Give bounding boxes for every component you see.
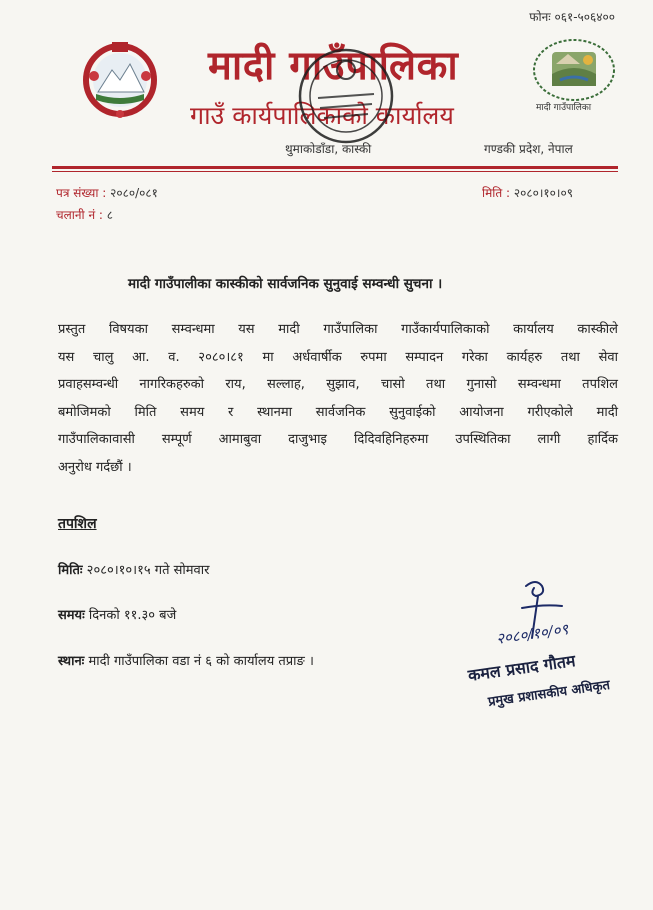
event-time [58,605,176,623]
event-place-label: स्थानः [58,654,85,669]
event-date-value: २०८०।१०।१५ गते सोमवार [82,563,210,578]
event-place [58,651,314,669]
nepal-emblem-icon [78,36,162,120]
dispatch-number [56,206,113,223]
address-left: थुमाकोडाँडा, कास्की [285,142,372,156]
letter-number-label: पत्र संख्या : [56,186,107,200]
letter-date [482,184,573,201]
office-subtitle: गाउँ कार्यपालिकाको कार्यालय [190,101,454,130]
notice-body [58,316,618,482]
body-line: प्रवाहसम्वन्धी नागरिकहरुको राय, सल्लाह, सुझाव, चासो तथा गुनासो सम्वन्धमा तपशिल [58,377,618,393]
dispatch-number-value: ८ [106,208,114,222]
signature-date: २०८०/१०/०९ [495,620,570,648]
office-stamp [296,46,396,146]
municipality-title: मादी गाउँपालिका [208,43,459,89]
body-line: प्रस्तुत विषयका सम्वन्धमा यस मादी गाउँपालिका गाउँकार्यपालिकाको कार्यालय कास्कीले [58,322,618,337]
municipality-logo-icon [530,34,618,104]
letter-date-value: २०८०।१०।०९ [513,186,573,200]
header-divider [52,166,618,169]
event-date [58,560,209,578]
dispatch-number-label: चलानी नं : [56,208,103,222]
municipality-logo-caption: मादी गाउँपालिका [536,103,592,113]
letter-number [56,184,158,201]
body-line: अनुरोध गर्दछौं । [58,459,132,475]
address-right: गण्डकी प्रदेश, नेपाल [484,142,573,156]
header-divider-thin [52,171,618,172]
body-line: बमोजिमको मिति समय र स्थानमा सार्वजनिक सुनुवाईको आयोजना गरीएकोले मादी [58,404,618,420]
letter-date-label: मिति : [482,186,511,200]
event-place-value: मादी गाउँपालिका वडा नं ६ को कार्यालय तप्राङ । [84,654,314,669]
signer-designation: प्रमुख प्रशासकीय अधिकृत [487,677,611,710]
event-time-value: दिनको ११.३० बजे [84,608,177,623]
event-time-label: समयः [58,608,85,623]
body-line: यस चालु आ. व. २०८०।८१ मा अर्धवार्षीक रुपमा सम्पादन गरेका कार्यहरु तथा सेवा [58,349,618,365]
event-date-label: मितिः [58,563,83,578]
letter-number-value: २०८०/०८१ [110,186,158,200]
details-heading: तपशिल [58,516,97,532]
signer-name: कमल प्रसाद गौतम [466,651,577,685]
notice-subject: मादी गाउँपालीका कास्कीको सार्वजनिक सुनुवाई सम्वन्धी सुचना । [128,276,443,292]
body-line: गाउँपालिकावासी सम्पूर्ण आमाबुवा दाजुभाइ दिदिवहिनिहरुमा उपस्थितिका लागी हार्दिक [58,432,618,448]
phone-number: फोनः ०६१-५०६४०० [529,10,615,24]
